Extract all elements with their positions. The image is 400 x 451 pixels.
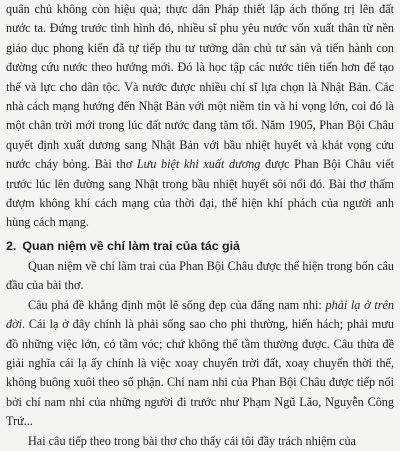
paragraph-text: . Cái lạ ở đây chính là phải sống sao cho phi thường, hiển hách; phải mưu đồ những việc lớn, có tầm vóc; chứ không thể tầm thường được. Câu thừa đề giải nghĩa cái lạ ấy chính là việc xoay chuyển trời đất, xoay chuyển thời thế, không buông xuôi theo số phận. Chí nam nhi của Phan Bội Châu được tiếp nối bởi chí nam nhi của những người đi trước như Phạm Ngũ Lão, Nguyễn Công Trứ...	[6, 317, 394, 429]
paragraph-intro: Quan niệm về chí làm trai của Phan Bội Châu được thể hiện trong bốn câu đầu của bài thơ.	[6, 258, 394, 293]
paragraph-context	[6, 0, 394, 233]
section-heading	[6, 237, 394, 255]
quoted-verse: phải lạ ở trên đời	[6, 297, 394, 332]
paragraph-text: quân chủ không còn hiệu quả; thực dân Pháp thiết lập ách thống trị lên đất nước ta. Đứng trước tình hình đó, nhiều sĩ phu yêu nước vốn xuất thân từ nền giáo dục phong kiến đã tự tiếp thu tư tưởng dân chủ tư sản và tiến hành con đường cứu nước theo hướng mới. Đó là học tập các nước tiên tiến hơn để tạo thế và lực cho dân tộc. Và nước được nhiều chí sĩ lựa chọn là Nhật Bản. Các nhà cách mạng hướng đến Nhật Bản với một niềm tin và hi vọng lớn, coi đó là một chân trời mới trong lúc đất nước đang tăm tối. Năm 1905, Phan Bội Châu quyết định xuất dương sang Nhật Bản với bầu nhiệt huyết và khát vọng cứu nước cháy bỏng. Bài thơ	[6, 2, 394, 172]
poem-title: Lưu biệt khi xuất dương	[136, 157, 261, 172]
paragraph-continuation: Hai câu tiếp theo trong bài thơ cho thấy cái tôi đầy trách nhiệm của	[28, 433, 356, 448]
section-title: Quan niệm về chí làm trai của tác giả	[22, 238, 240, 253]
paragraph-text: được Phan Bội Châu viết trước lúc lên đường sang Nhật trong bầu nhiệt huyết sôi nổi đó. Bài thơ thấm đượm không khí cách mạng của thời đại, thể hiện khí phách của người anh hùng cách mạng.	[6, 157, 394, 230]
paragraph-analysis	[6, 296, 394, 432]
section-number: 2.	[6, 238, 17, 253]
paragraph-text: Câu phá đề khẳng định một lẽ sống đẹp của đấng nam nhi:	[28, 297, 326, 312]
